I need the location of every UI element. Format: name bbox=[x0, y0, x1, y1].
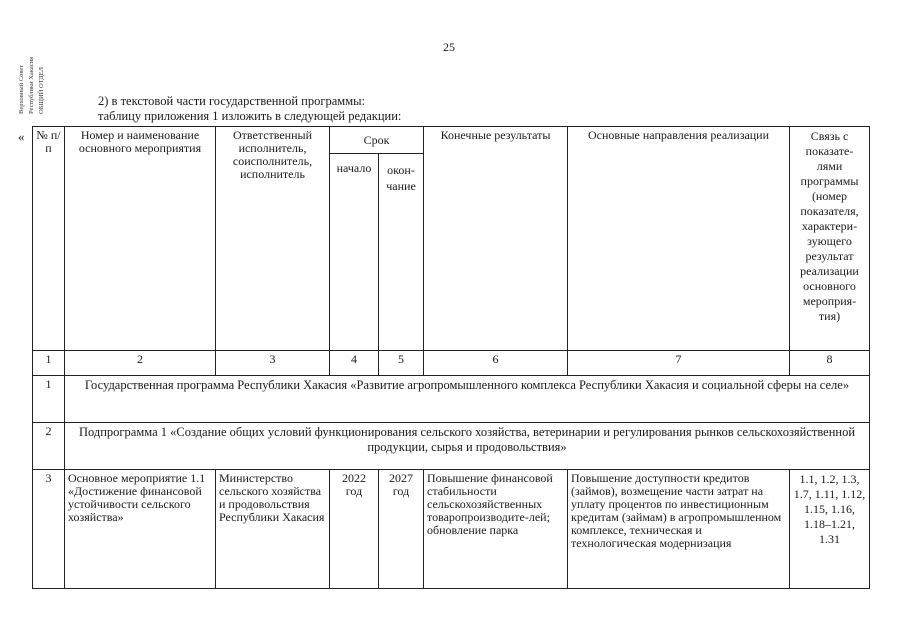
header-directions: Основные направления реализации bbox=[568, 127, 790, 351]
stamp-line-3: ОБЩИЙ ОТДЕЛ bbox=[38, 67, 45, 114]
executor-cell: Министерство сельского хозяйства и продовольствия Республики Хакасия bbox=[216, 470, 330, 589]
header-executor: Ответственный исполнитель, соисполнитель, исполнитель bbox=[216, 127, 330, 351]
stamp-line-2: Республики Хакасия bbox=[28, 56, 35, 114]
activity-name-cell: Основное мероприятие 1.1 «Достижение финансовой устойчивости сельского хозяйства» bbox=[65, 470, 216, 589]
start-year-cell: 2022 год bbox=[330, 470, 379, 589]
col-number-5: 5 bbox=[379, 351, 424, 376]
row-number: 2 bbox=[33, 423, 65, 470]
header-term: Срок bbox=[330, 127, 424, 154]
indicator-link-cell: 1.1, 1.2, 1.3, 1.7, 1.11, 1.12, 1.15, 1.16, 1.18–1.21, 1.31 bbox=[790, 470, 870, 589]
column-numbers-row bbox=[33, 351, 870, 376]
page-number: 25 bbox=[443, 40, 455, 54]
col-number-6: 6 bbox=[424, 351, 568, 376]
intro-line-2: таблицу приложения 1 изложить в следующей редакции: bbox=[98, 109, 402, 123]
results-text-1: Повышение финансовой стабильности сельскохозяйственных товаропроизводите-лей; bbox=[427, 471, 553, 524]
opening-quote-mark: « bbox=[18, 129, 25, 144]
results-cell bbox=[424, 470, 568, 589]
col-number-8: 8 bbox=[790, 351, 870, 376]
table-row bbox=[33, 423, 870, 470]
received-stamp bbox=[4, 12, 60, 116]
table-row bbox=[33, 376, 870, 423]
intro-text bbox=[98, 94, 401, 124]
col-number-2: 2 bbox=[65, 351, 216, 376]
col-number-1: 1 bbox=[33, 351, 65, 376]
row-number: 1 bbox=[33, 376, 65, 423]
header-start: начало bbox=[330, 154, 379, 351]
table-row bbox=[33, 470, 870, 589]
col-number-7: 7 bbox=[568, 351, 790, 376]
header-indicator-link: Связь с показате-лями программы (номер показателя, характери-зующего результат реализации основного мероприя-тия) bbox=[790, 127, 870, 351]
stamp-line-1: Верховный Совет bbox=[18, 64, 25, 114]
header-name: Номер и наименование основного мероприятия bbox=[65, 127, 216, 351]
results-text-2: обновление парка bbox=[427, 523, 519, 537]
header-end: окон-чание bbox=[379, 154, 424, 351]
table-header-row bbox=[33, 127, 870, 154]
program-table bbox=[32, 126, 870, 589]
col-number-3: 3 bbox=[216, 351, 330, 376]
program-title-cell: Государственная программа Республики Хакасия «Развитие агропромышленного комплекса Республики Хакасия и социальной сферы на селе» bbox=[65, 376, 870, 423]
directions-cell: Повышение доступности кредитов (займов), возмещение части затрат на уплату процентов по инвестиционным кредитам (займам) в агропромышленном комплексе, техническая и технологическая модернизация bbox=[568, 470, 790, 589]
row-number: 3 bbox=[33, 470, 65, 589]
header-results: Конечные результаты bbox=[424, 127, 568, 351]
subprogram-title-cell: Подпрограмма 1 «Создание общих условий функционирования сельского хозяйства, ветеринарии и регулирования рынков сельскохозяйственной продукции, сырья и продовольствия» bbox=[65, 423, 870, 470]
end-year-cell: 2027 год bbox=[379, 470, 424, 589]
header-num: № п/п bbox=[33, 127, 65, 351]
intro-line-1: 2) в текстовой части государственной программы: bbox=[98, 94, 365, 108]
col-number-4: 4 bbox=[330, 351, 379, 376]
